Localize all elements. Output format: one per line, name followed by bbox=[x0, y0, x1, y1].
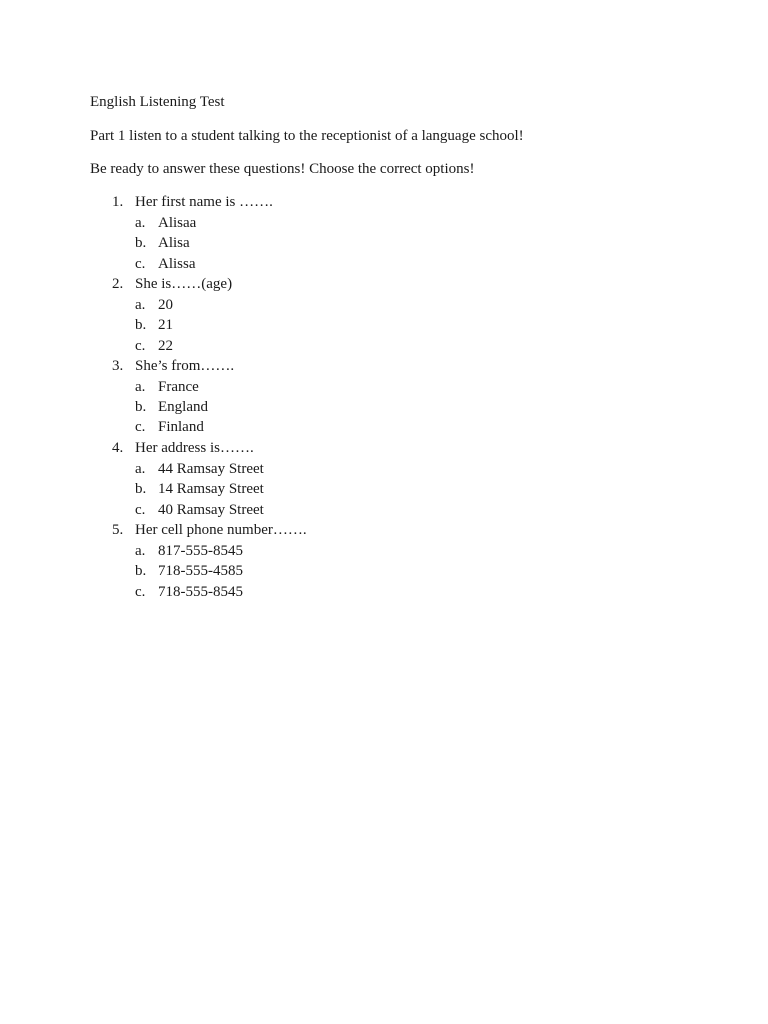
option-text: Alissa bbox=[158, 256, 196, 272]
option-text: Alisaa bbox=[158, 215, 197, 231]
document-title: English Listening Test bbox=[90, 94, 225, 110]
option-letter: a. bbox=[135, 215, 146, 231]
question-text: She’s from……. bbox=[135, 358, 235, 374]
option-letter: b. bbox=[135, 481, 147, 497]
question-number: 5. bbox=[112, 522, 124, 538]
option-letter: a. bbox=[135, 297, 146, 313]
option-letter: a. bbox=[135, 543, 146, 559]
question-number: 2. bbox=[112, 276, 124, 292]
option-text: 14 Ramsay Street bbox=[158, 481, 264, 497]
question-number: 4. bbox=[112, 440, 124, 456]
question-number: 1. bbox=[112, 194, 124, 210]
option-letter: c. bbox=[135, 256, 146, 272]
option-letter: a. bbox=[135, 379, 146, 395]
question-text: Her address is……. bbox=[135, 440, 254, 456]
option-letter: b. bbox=[135, 235, 147, 251]
question-text: Her cell phone number……. bbox=[135, 522, 307, 538]
option-letter: c. bbox=[135, 419, 146, 435]
question-number: 3. bbox=[112, 358, 124, 374]
option-text: 817-555-8545 bbox=[158, 543, 243, 559]
option-text: Alisa bbox=[158, 235, 190, 251]
option-text: France bbox=[158, 379, 199, 395]
option-letter: c. bbox=[135, 502, 146, 518]
option-letter: b. bbox=[135, 563, 147, 579]
part-intro: Part 1 listen to a student talking to the receptionist of a language school! bbox=[90, 128, 524, 144]
option-text: 40 Ramsay Street bbox=[158, 502, 264, 518]
option-letter: b. bbox=[135, 399, 147, 415]
option-letter: a. bbox=[135, 461, 146, 477]
option-letter: b. bbox=[135, 317, 147, 333]
option-text: England bbox=[158, 399, 208, 415]
option-text: 718-555-8545 bbox=[158, 584, 243, 600]
option-letter: c. bbox=[135, 338, 146, 354]
option-text: 20 bbox=[158, 297, 173, 313]
option-text: 22 bbox=[158, 338, 173, 354]
question-text: She is……(age) bbox=[135, 276, 233, 292]
option-text: 44 Ramsay Street bbox=[158, 461, 264, 477]
option-letter: c. bbox=[135, 584, 146, 600]
question-text: Her first name is ……. bbox=[135, 194, 273, 210]
instruction: Be ready to answer these questions! Choose the correct options! bbox=[90, 161, 475, 177]
option-text: Finland bbox=[158, 419, 204, 435]
option-text: 21 bbox=[158, 317, 173, 333]
option-text: 718-555-4585 bbox=[158, 563, 243, 579]
